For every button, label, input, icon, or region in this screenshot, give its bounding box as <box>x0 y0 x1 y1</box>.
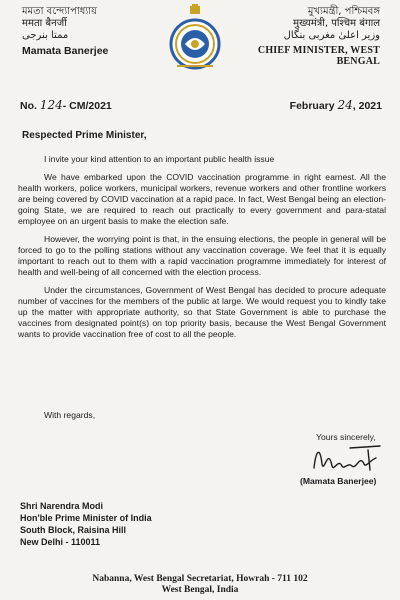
salutation: Respected Prime Minister, <box>22 130 147 141</box>
letterhead-right <box>240 6 380 67</box>
letter-number-prefix: No. <box>20 100 37 112</box>
sign-off: Yours sincerely, <box>316 432 376 442</box>
footer-address <box>0 574 400 596</box>
english-title: CHIEF MINISTER, WEST BENGAL <box>257 45 380 67</box>
english-name: Mamata Banerjee <box>22 45 109 57</box>
emblem-crown-icon <box>190 4 200 14</box>
addressee-line: New Delhi - 110011 <box>20 537 101 547</box>
paragraph: I invite your kind attention to an important public health issue <box>44 154 275 164</box>
urdu-title: وزیر اعلیٰ مغربی بنگال <box>283 30 380 41</box>
urdu-name: ممتا بنرجی <box>22 30 69 41</box>
paragraph: We have embarked upon the COVID vaccination programme in right earnest. All the health workers, police workers, municipal workers, revenue workers and other frontline workers are being covered by COVID vaccination at a rapid pace. In fact, West Bengal being an election-going State, we are required to reach out practically to every government and para-statal employee on an urgent basis to make the election safe. <box>18 172 386 226</box>
signature-icon <box>310 440 390 476</box>
paragraph: Under the circumstances, Government of West Bengal has decided to procure adequate number of vaccines for the members of the public at large. We would request you to kindly take up the matter with appropriate authority, so that State Government is able to purchase the vaccines from designated point(s) on top priority basis, because the West Bengal Government wants to provide vaccination free of cost to all the people. <box>18 285 386 339</box>
letter-body <box>18 154 386 347</box>
date-day-handwritten: 24 <box>337 98 353 112</box>
letter-date <box>290 98 382 112</box>
bengali-name: মমতা বন্দ্যোপাধ্যায় <box>22 6 98 17</box>
closing: With regards, <box>44 410 96 420</box>
paragraph: However, the worrying point is that, in the ensuing elections, the people in general will be forced to go to the polling stations without any vaccination coverage. We feel that it is equally important to reach out to them with a rapid vaccination programme immediately for interest of health and well-being of all concerned with the election process. <box>18 234 386 277</box>
date-month: February <box>289 100 335 112</box>
letter-number-suffix: CM/2021 <box>69 100 112 112</box>
letter-number-handwritten: 124 <box>39 98 63 112</box>
addressee-line: Hon'ble Prime Minister of India <box>20 513 152 523</box>
date-year: , 2021 <box>352 100 382 112</box>
footer-line: Nabanna, West Bengal Secretariat, Howrah - 711 102 <box>92 574 308 584</box>
footer-line: West Bengal, India <box>161 585 239 595</box>
state-emblem-icon <box>165 4 225 76</box>
letter-number: No. 124- CM/2021 <box>20 98 112 112</box>
bengali-title: মুখ্যমন্ত্রী, পশ্চিমবঙ্গ <box>307 6 380 17</box>
letterhead-left <box>22 6 152 57</box>
addressee-line: South Block, Raisina Hill <box>20 525 127 535</box>
addressee-block <box>20 500 152 548</box>
addressee-line: Shri Narendra Modi <box>20 501 104 511</box>
hindi-title: मुख्यमंत्री, पश्चिम बंगाल <box>293 18 380 29</box>
signer-name: (Mamata Banerjee) <box>300 476 377 486</box>
hindi-name: ममता बैनर्जी <box>22 18 67 29</box>
